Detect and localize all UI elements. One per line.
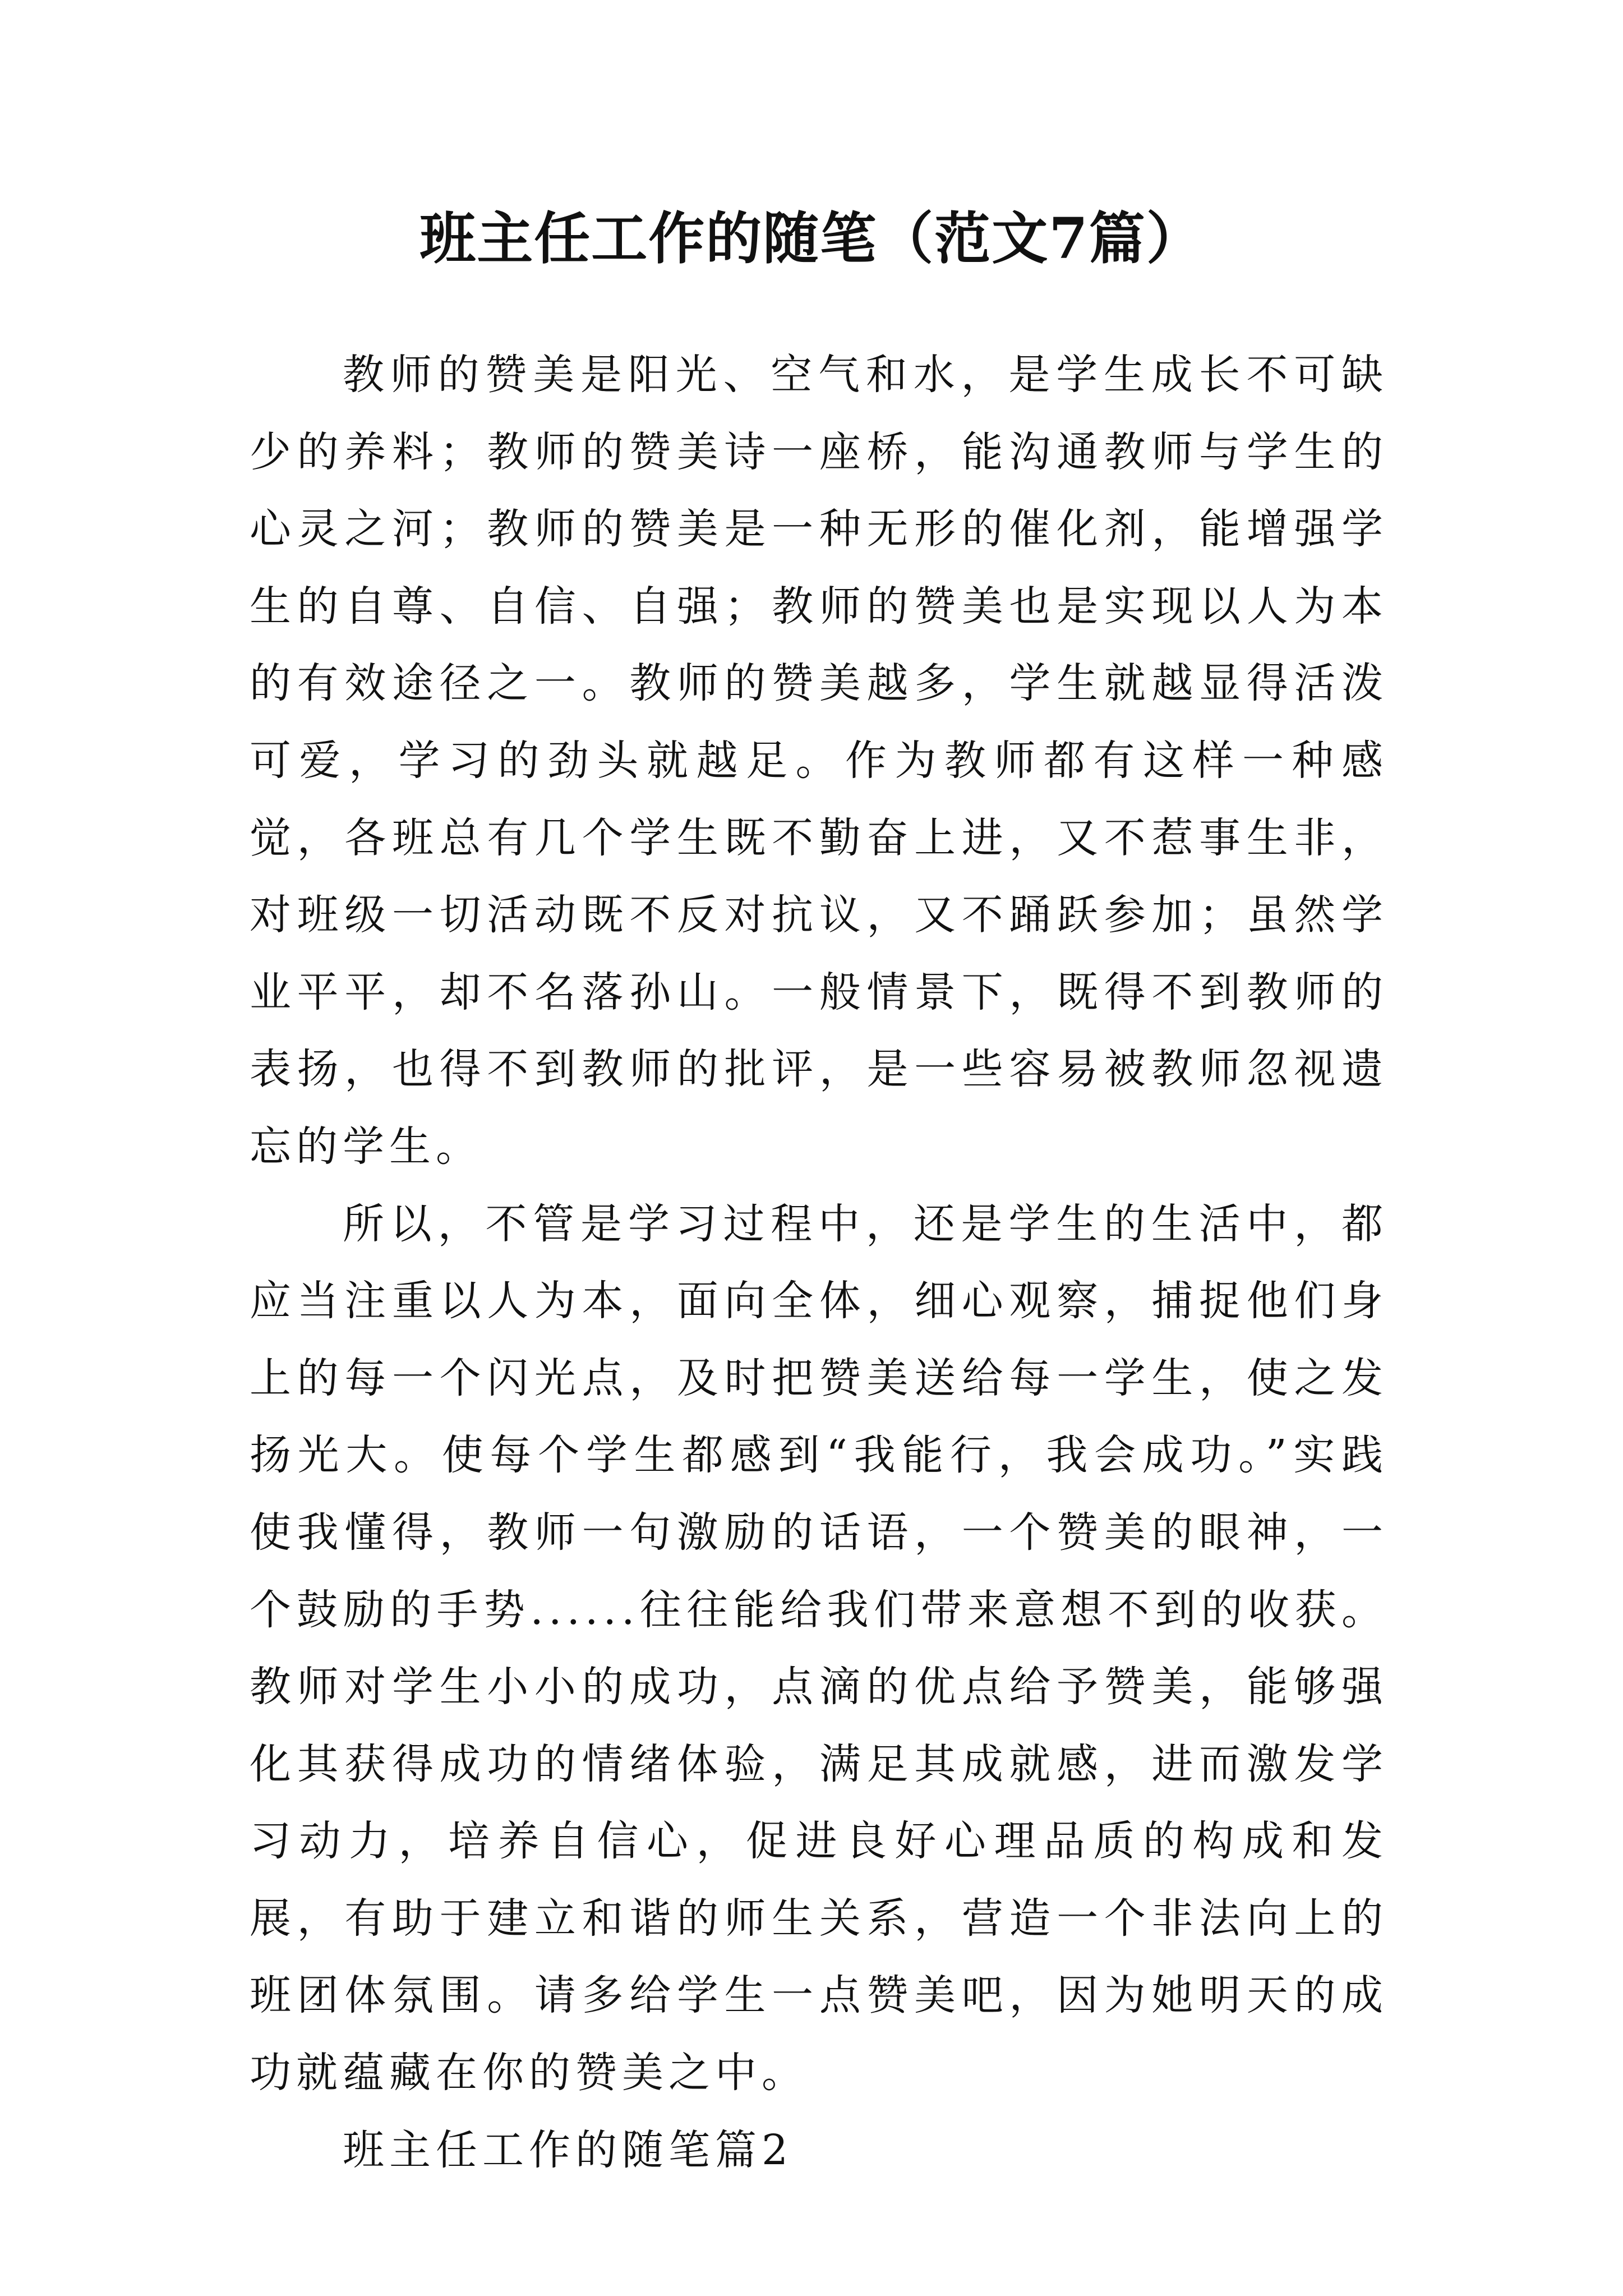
paragraph-1: 教师的赞美是阳光、空气和水，是学生成长不可缺少的养料；教师的赞美诗一座桥，能沟通教师与学生的心灵之河；教师的赞美是一种无形的催化剂，能增强学生的自尊、自信、自强；教师的赞美也是实现以人为本的有效途径之一。教师的赞美越多，学生就越显得活泼可爱，学习的劲头就越足。作为教师都有这样一种感觉，各班总有几个学生既不勤奋上进，又不惹事生非，对班级一切活动既不反对抗议，又不踊跃参加；虽然学业平平，却不名落孙山。一般情景下，既得不到教师的表扬，也得不到教师的批评，是一些容易被教师忽视遗忘的学生。 xyxy=(250,351,1388,1171)
paragraph-2: 所以，不管是学习过程中，还是学生的生活中，都应当注重以人为本，面向全体，细心观察，捕捉他们身上的每一个闪光点，及时把赞美送给每一学生，使之发扬光大。使每个学生都感到“我能行，我会成功。”实践使我懂得，教师一句激励的话语，一个赞美的眼神，一个鼓励的手势......往往能给我们带来意想不到的收获。教师对学生小小的成功，点滴的优点给予赞美，能够强化其获得成功的情绪体验，满足其成就感，进而激发学习动力，培养自信心，促进良好心理品质的构成和发展，有助于建立和谐的师生关系，营造一个非法向上的班团体氛围。请多给学生一点赞美吧，因为她明天的成功就蕴藏在你的赞美之中。 xyxy=(250,1199,1388,2097)
section-heading: 班主任工作的随笔篇2 xyxy=(343,2125,794,2174)
document-title: 班主任工作的随笔（范文7篇） xyxy=(419,205,1204,272)
document-body xyxy=(250,337,1388,2189)
